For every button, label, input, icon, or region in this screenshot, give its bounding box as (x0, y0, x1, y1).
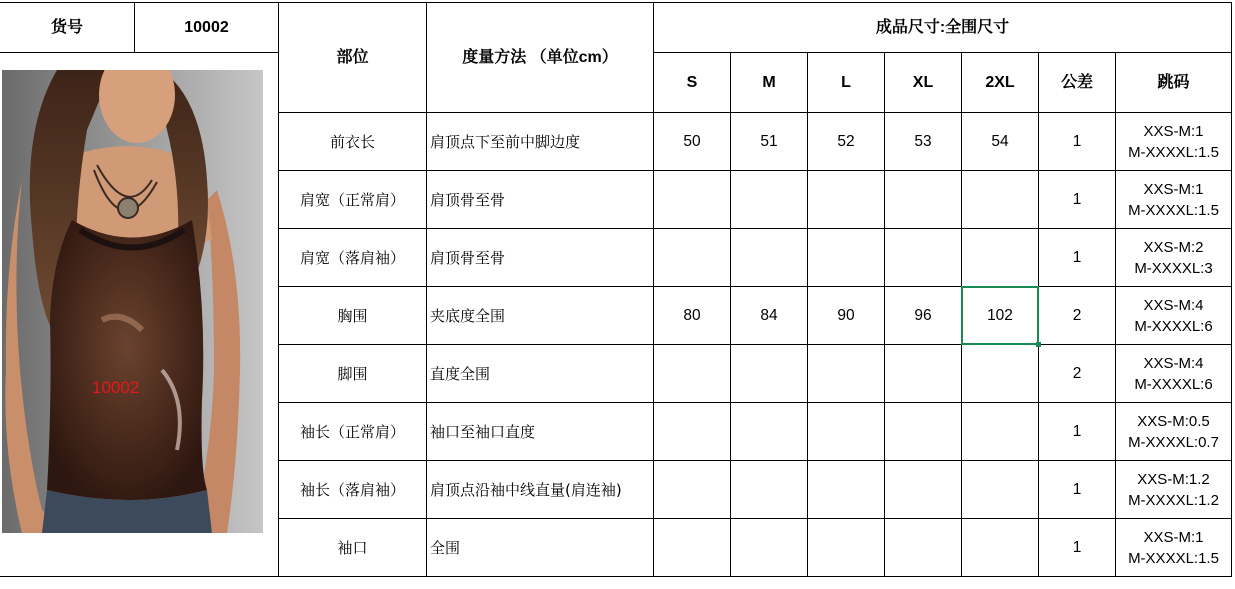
row-size-value-cell[interactable] (885, 345, 961, 402)
row-size-value-cell[interactable] (731, 403, 807, 460)
model-tank-top-image (2, 70, 263, 533)
row-method-cell[interactable]: 全围 (430, 538, 461, 557)
row-size-value-cell[interactable] (654, 171, 730, 228)
grading-line-xxs-m: XXS-M:4 (1143, 354, 1204, 372)
grading-line-m-xxxxl: M-XXXXL:0.7 (1128, 433, 1219, 451)
row-size-value-cell[interactable] (885, 171, 961, 228)
row-size-value-cell[interactable]: 54 (991, 132, 1009, 150)
row-size-value-cell[interactable] (885, 403, 961, 460)
row-size-value-cell[interactable] (962, 461, 1038, 518)
row-method-cell[interactable]: 肩顶点下至前中脚边度 (430, 132, 581, 151)
row-method-cell[interactable]: 肩顶骨至骨 (430, 190, 506, 209)
row-size-value-cell[interactable] (808, 519, 884, 576)
size-header-2xl[interactable]: 2XL (985, 73, 1015, 91)
part-header[interactable]: 部位 (336, 48, 369, 66)
row-size-value-cell[interactable] (731, 519, 807, 576)
row-size-value-cell[interactable] (885, 229, 961, 286)
selected-cell-highlight (961, 286, 1039, 345)
row-size-value-cell[interactable] (731, 461, 807, 518)
row-tolerance-cell[interactable]: 1 (1072, 132, 1082, 150)
size-header-xl[interactable]: XL (912, 73, 934, 91)
row-grading-cell[interactable] (1116, 287, 1231, 344)
row-size-value-cell[interactable] (962, 403, 1038, 460)
row-part-cell[interactable]: 前衣长 (329, 132, 375, 151)
row-part-cell[interactable]: 袖口 (337, 538, 368, 557)
size-header-s[interactable]: S (686, 73, 698, 91)
item-no-label[interactable]: 货号 (50, 18, 83, 36)
row-size-value-cell[interactable]: 80 (683, 306, 701, 324)
row-grading-cell[interactable] (1116, 171, 1231, 228)
row-grading-cell[interactable] (1116, 113, 1231, 170)
row-tolerance-cell[interactable]: 1 (1072, 480, 1082, 498)
row-part-cell[interactable]: 胸围 (337, 306, 368, 325)
row-tolerance-cell[interactable]: 1 (1072, 248, 1082, 266)
row-size-value-cell[interactable]: 53 (914, 132, 932, 150)
row-size-value-cell[interactable] (654, 519, 730, 576)
row-grading-cell[interactable] (1116, 403, 1231, 460)
row-size-value-cell[interactable] (962, 345, 1038, 402)
row-size-value-cell[interactable] (654, 461, 730, 518)
row-grading-cell[interactable] (1116, 345, 1231, 402)
grading-line-m-xxxxl: M-XXXXL:1.2 (1128, 491, 1219, 509)
grading-line-xxs-m: XXS-M:1.2 (1137, 470, 1210, 488)
finished-size-header[interactable]: 成品尺寸:全围尺寸 (875, 18, 1010, 36)
row-size-value-cell[interactable]: 52 (837, 132, 855, 150)
row-method-cell[interactable]: 肩顶点沿袖中线直量(肩连袖) (430, 480, 622, 499)
row-part-cell[interactable]: 肩宽（正常肩） (299, 190, 405, 209)
row-part-cell[interactable]: 袖长（正常肩） (299, 422, 405, 441)
grading-line-m-xxxxl: M-XXXXL:3 (1134, 259, 1213, 277)
row-tolerance-cell[interactable]: 1 (1072, 538, 1082, 556)
grading-line-m-xxxxl: M-XXXXL:1.5 (1128, 143, 1219, 161)
row-tolerance-cell[interactable]: 1 (1072, 190, 1082, 208)
size-header-l[interactable]: L (841, 73, 851, 91)
row-size-value-cell[interactable] (654, 229, 730, 286)
row-tolerance-cell[interactable]: 1 (1072, 422, 1082, 440)
row-size-value-cell[interactable] (731, 229, 807, 286)
row-size-value-cell[interactable] (808, 345, 884, 402)
row-grading-cell[interactable] (1116, 229, 1231, 286)
row-method-cell[interactable]: 袖口至袖口直度 (430, 422, 536, 441)
row-size-value-cell[interactable] (808, 461, 884, 518)
row-tolerance-cell[interactable]: 2 (1072, 364, 1082, 382)
row-size-value-cell[interactable] (808, 229, 884, 286)
row-size-value-cell[interactable]: 102 (987, 306, 1013, 324)
item-no-value[interactable]: 10002 (184, 18, 229, 36)
method-header[interactable]: 度量方法 （单位cm） (462, 48, 618, 66)
row-size-value-cell[interactable] (962, 171, 1038, 228)
row-size-value-cell[interactable] (654, 345, 730, 402)
photo-item-number: 10002 (92, 378, 140, 397)
grading-line-m-xxxxl: M-XXXXL:6 (1134, 375, 1213, 393)
row-grading-cell[interactable] (1116, 461, 1231, 518)
row-size-value-cell[interactable] (808, 403, 884, 460)
row-method-cell[interactable]: 直度全围 (430, 364, 491, 383)
grading-line-xxs-m: XXS-M:1 (1143, 122, 1204, 140)
row-size-value-cell[interactable] (962, 519, 1038, 576)
row-size-value-cell[interactable] (962, 229, 1038, 286)
grading-line-xxs-m: XXS-M:0.5 (1137, 412, 1210, 430)
grading-line-xxs-m: XXS-M:4 (1143, 296, 1204, 314)
row-method-cell[interactable]: 夹底度全围 (430, 306, 506, 325)
product-photo[interactable] (2, 70, 263, 533)
row-part-cell[interactable]: 脚围 (337, 364, 368, 383)
row-size-value-cell[interactable] (808, 171, 884, 228)
row-size-value-cell[interactable]: 90 (837, 306, 855, 324)
row-size-value-cell[interactable] (885, 461, 961, 518)
grading-line-xxs-m: XXS-M:1 (1143, 528, 1204, 546)
row-part-cell[interactable]: 肩宽（落肩袖） (299, 248, 405, 267)
row-size-value-cell[interactable] (731, 345, 807, 402)
tolerance-header[interactable]: 公差 (1060, 73, 1093, 91)
row-size-value-cell[interactable]: 96 (914, 306, 932, 324)
row-part-cell[interactable]: 袖长（落肩袖） (299, 480, 405, 499)
row-size-value-cell[interactable]: 50 (683, 132, 701, 150)
grading-line-m-xxxxl: M-XXXXL:1.5 (1128, 201, 1219, 219)
grading-line-xxs-m: XXS-M:2 (1143, 238, 1204, 256)
row-size-value-cell[interactable]: 51 (760, 132, 778, 150)
row-grading-cell[interactable] (1116, 519, 1231, 576)
row-tolerance-cell[interactable]: 2 (1072, 306, 1082, 324)
row-size-value-cell[interactable]: 84 (760, 306, 778, 324)
grading-line-m-xxxxl: M-XXXXL:6 (1134, 317, 1213, 335)
row-size-value-cell[interactable] (654, 403, 730, 460)
row-size-value-cell[interactable] (731, 171, 807, 228)
grading-line-m-xxxxl: M-XXXXL:1.5 (1128, 549, 1219, 567)
size-header-m[interactable]: M (762, 73, 776, 91)
grading-header[interactable]: 跳码 (1157, 73, 1190, 91)
row-size-value-cell[interactable] (885, 519, 961, 576)
row-method-cell[interactable]: 肩顶骨至骨 (430, 248, 506, 267)
grading-line-xxs-m: XXS-M:1 (1143, 180, 1204, 198)
